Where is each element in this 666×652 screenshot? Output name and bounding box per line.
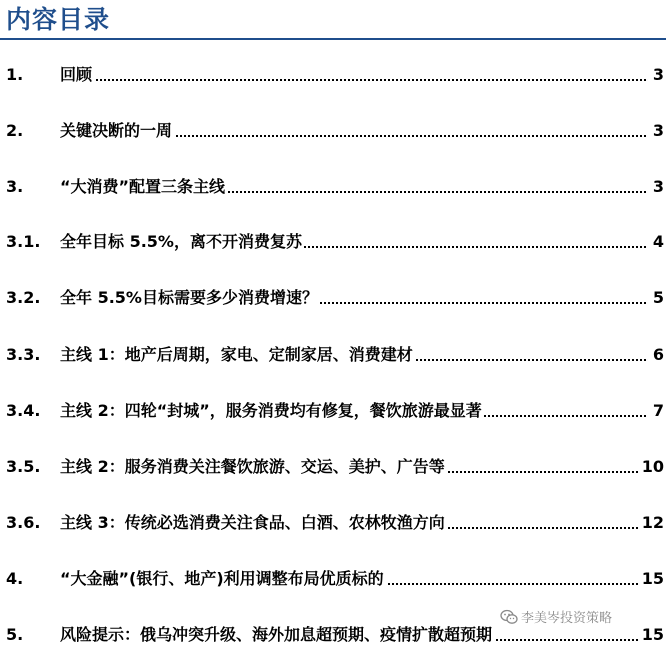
toc-entry-page: 4 (651, 229, 664, 255)
toc-entry-title: 主线 2：服务消费关注餐饮旅游、交运、美护、广告等 (60, 454, 447, 480)
toc-entry-3-5[interactable] (0, 454, 666, 480)
watermark (500, 607, 612, 626)
toc-entry-number: 1. (6, 65, 24, 84)
toc-entry-title: 全年目标 5.5%，离不开消费复苏 (60, 229, 304, 255)
toc-entry-title: 主线 2：四轮“封城”，服务消费均有修复，餐饮旅游最显著 (60, 398, 484, 424)
toc-entry-page: 6 (651, 342, 664, 368)
toc-dot-leader (60, 79, 646, 81)
toc-entry-title: “大金融”(银行、地产)利用调整布局优质标的 (60, 566, 386, 592)
toc-entry-title: 回顾 (60, 62, 94, 88)
toc-entry-3-6[interactable] (0, 510, 666, 536)
toc-entry-title: 主线 1：地产后周期，家电、定制家居、消费建材 (60, 342, 415, 368)
toc-entry-number: 5. (6, 625, 24, 644)
toc-entry-title: “大消费”配置三条主线 (60, 174, 227, 200)
toc-entry-page: 15 (640, 566, 664, 592)
page-title: 内容目录 (6, 5, 111, 34)
toc-entry-number: 3. (6, 177, 24, 196)
toc-entry-number: 3.1. (6, 232, 41, 251)
toc-entry-3-4[interactable] (0, 398, 666, 424)
toc-entry-title: 全年 5.5%目标需要多少消费增速？ (60, 285, 320, 311)
toc-entry-number: 3.3. (6, 345, 41, 364)
toc-entry-number: 3.2. (6, 288, 41, 307)
toc-entry-2[interactable] (0, 118, 666, 144)
toc-entry-page: 3 (651, 118, 664, 144)
toc-entry-page: 12 (640, 510, 664, 536)
toc-entry-page: 7 (651, 398, 664, 424)
title-divider (0, 38, 666, 40)
toc-entry-page: 10 (640, 454, 664, 480)
toc-entry-3-2[interactable] (0, 285, 666, 311)
toc-entry-page: 5 (651, 285, 664, 311)
toc-entry-number: 3.5. (6, 457, 41, 476)
toc-entry-page: 15 (640, 622, 664, 648)
toc-entry-3-1[interactable] (0, 229, 666, 255)
toc-entry-number: 4. (6, 569, 24, 588)
toc-entry-title: 风险提示：俄乌冲突升级、海外加息超预期、疫情扩散超预期 (60, 622, 494, 648)
toc-entry-number: 3.6. (6, 513, 41, 532)
toc-entry-1[interactable] (0, 62, 666, 88)
toc-entry-title: 主线 3：传统必选消费关注食品、白酒、农林牧渔方向 (60, 510, 447, 536)
toc-entry-4[interactable] (0, 566, 666, 592)
toc-entry-3-3[interactable] (0, 342, 666, 368)
toc-entry-number: 2. (6, 121, 24, 140)
toc-entry-page: 3 (651, 62, 664, 88)
toc-entry-title: 关键决断的一周 (60, 118, 174, 144)
toc-entry-3[interactable] (0, 174, 666, 200)
toc-entry-number: 3.4. (6, 401, 41, 420)
toc-entry-page: 3 (651, 174, 664, 200)
wechat-icon (500, 609, 518, 625)
watermark-text: 李美岑投资策略 (521, 611, 613, 626)
